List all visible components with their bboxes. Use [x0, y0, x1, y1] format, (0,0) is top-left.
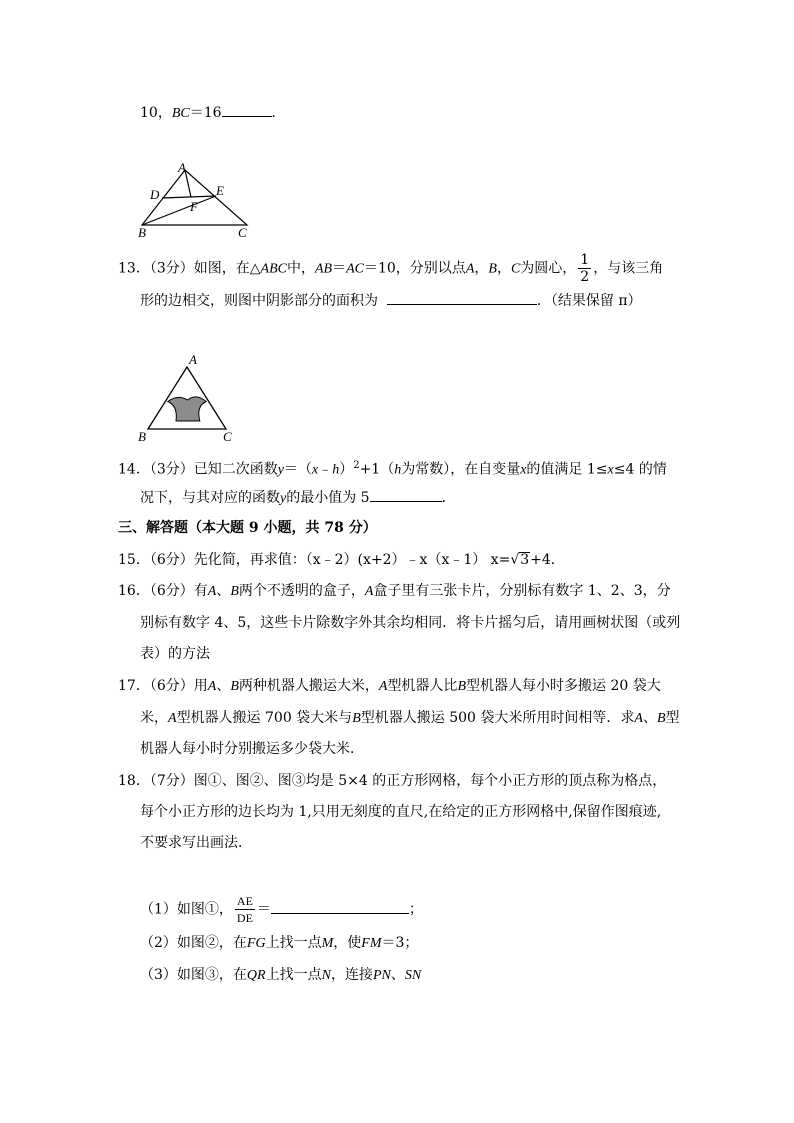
q17-line1 — [118, 677, 661, 696]
shaded-region — [168, 397, 206, 421]
q15-text1: 先化简，再求值：（x﹣2）(x+2）﹣x（x﹣1） x= — [193, 552, 511, 568]
label-a: A — [189, 352, 197, 367]
q17-line1d: 型机器人比 — [387, 678, 458, 694]
q13-line2 — [140, 291, 642, 310]
q12-prefix: 10， — [140, 105, 172, 121]
q13-abc: ABC — [260, 261, 287, 277]
label-e: E — [216, 183, 224, 198]
q17-b3: B — [352, 711, 361, 726]
q15-sqrt: 3 — [520, 552, 530, 568]
q17-a3: A — [168, 711, 177, 726]
q18-sub3-n: N — [321, 968, 331, 983]
q18-line3: 不要求写出画法． — [140, 835, 252, 851]
q18-line1-text: 图①、图②、图③均是 5×4 的正方形网格，每个小正方形的顶点称为格点， — [193, 773, 667, 789]
q18-sub3-c: ，连接 — [330, 967, 373, 983]
q18-sub1-den: DE — [236, 911, 253, 925]
q18-sub2-fg: FG — [246, 936, 266, 951]
q14-x3: x — [607, 462, 614, 478]
q14-line2b: 的最小值为 5 — [286, 490, 370, 506]
q16-line1a: 有 — [193, 583, 208, 599]
q18-number: 18． — [118, 773, 150, 789]
q18-sub2 — [140, 934, 418, 953]
q14-text6: 为常数），在自变量 — [401, 461, 521, 478]
q13-frac-den: 2 — [580, 269, 590, 285]
q12-bc: BC — [171, 106, 190, 121]
q12-tail — [140, 103, 286, 123]
q18-sub2-b: 上找一点 — [265, 935, 322, 951]
label-b: B — [138, 225, 146, 240]
q17-b4: B — [656, 711, 666, 726]
q18-sub2-a: （2）如图②，在 — [140, 935, 247, 951]
segment-de — [162, 196, 216, 198]
q17-line2e: 型 — [665, 710, 680, 726]
q14-text7: 的值满足 1≤ — [526, 461, 608, 478]
q17-b: B — [230, 679, 239, 694]
label-f: F — [190, 199, 198, 214]
q17-score: （6分） — [149, 678, 194, 694]
q13-sep1: ， — [474, 260, 489, 277]
q18-sub1-c: ； — [408, 901, 423, 918]
q16-a2: A — [364, 584, 374, 599]
q17-line1a: 用 — [193, 678, 208, 694]
q14-y2: y — [280, 491, 287, 506]
q18-sub3-b: 上找一点 — [265, 967, 322, 983]
label-c: C — [238, 225, 247, 240]
section3-title: 三、解答题（本大题 9 小题，共 78 分） — [118, 520, 377, 536]
q14-text3: ﹣ — [318, 461, 333, 478]
q12-answer-blank[interactable] — [222, 103, 272, 117]
q18-line2: 每个小正方形的边长均为 1,只用无刻度的直尺,在给定的正方形网格中,保留作图痕迹, — [140, 804, 662, 820]
q18-sub3-pn: PN — [372, 968, 391, 983]
q17-line3: 机器人每小时分别搬运多少袋大米． — [140, 741, 364, 757]
q13-fraction — [578, 252, 591, 285]
q18-sub2-d: ＝3； — [381, 935, 419, 951]
q13-line1 — [118, 252, 663, 285]
q12-figure — [134, 160, 254, 240]
q13-number: 13． — [118, 260, 150, 277]
q17-line2a: 米， — [140, 710, 168, 726]
q15-line1 — [118, 551, 565, 569]
q16-number: 16． — [118, 583, 150, 599]
q12-eq: ＝16 — [189, 105, 222, 121]
q14-x: x — [311, 462, 319, 478]
q14-y: y — [277, 462, 284, 478]
q18-sub3-d: 、 — [390, 967, 405, 983]
q13-text2: 中， — [286, 260, 315, 277]
q16-line2: 别标有数字 4、5，这些卡片除数字外其余均相同．将卡片摇匀后，请用画树状图（或列 — [140, 615, 681, 631]
q18-sub3-a: （3）如图③，在 — [140, 967, 247, 983]
q16-line3: 表）的方法 — [140, 646, 210, 662]
q18-sub2-c: ，使 — [333, 935, 362, 951]
label-d: D — [150, 187, 160, 202]
q14-line2 — [140, 488, 456, 508]
q14-answer-blank[interactable] — [370, 488, 442, 502]
q16-a: A — [207, 584, 217, 599]
q13-sep2: ， — [496, 260, 511, 277]
q17-line2d: 、 — [642, 710, 657, 726]
q18-sub1-b: ＝ — [256, 901, 271, 918]
q14-text1: 已知二次函数 — [193, 461, 278, 478]
q18-sub1-answer-blank[interactable] — [271, 900, 409, 914]
q18-sub1-a: （1）如图①， — [140, 901, 233, 918]
q18-line1 — [118, 772, 666, 790]
q17-line2b: 型机器人搬运 700 袋大米与 — [176, 710, 353, 726]
q14-h2: h — [394, 462, 402, 478]
q14-line1 — [118, 457, 667, 480]
q13-answer-blank[interactable] — [387, 291, 537, 305]
q14-number: 14． — [118, 461, 150, 478]
q14-score: （3分） — [149, 461, 194, 478]
q18-sub2-fm: FM — [361, 936, 382, 951]
q15-number: 15． — [118, 552, 150, 568]
q18-sub1-num: AE — [236, 894, 253, 908]
q18-sub2-m: M — [321, 936, 334, 951]
q17-line2 — [140, 709, 680, 728]
q14-line2a: 况下，与其对应的函数 — [140, 490, 280, 506]
q16-line1c: 两个不透明的盒子， — [238, 583, 365, 599]
q13-ac: AC — [346, 261, 364, 277]
label-c: C — [223, 429, 232, 444]
q13-line2a: 形的边相交，则图中阴影部分的面积为 — [140, 293, 378, 309]
q15-score: （6分） — [149, 552, 194, 568]
q17-a: A — [207, 679, 217, 694]
q17-b2: B — [457, 679, 466, 694]
q16-b: B — [230, 584, 239, 599]
q18-sub1-fraction — [235, 893, 255, 926]
q14-h: h — [332, 462, 340, 478]
q14-sup: 2 — [353, 460, 360, 471]
q18-sub3-sn: SN — [404, 968, 422, 983]
q17-line1c: 两种机器人搬运大米， — [238, 678, 379, 694]
q13-b: B — [488, 261, 497, 277]
q18-sub1 — [140, 893, 423, 926]
q17-number: 17． — [118, 678, 150, 694]
q14-text5: +1（ — [359, 461, 395, 478]
q13-score: （3分） — [149, 260, 194, 277]
q13-text1: 如图，在△ — [193, 260, 261, 277]
sqrt-sign: √ — [510, 552, 520, 568]
q16-score: （6分） — [149, 583, 194, 599]
q16-line1d: 盒子里有三张卡片，分别标有数字 1、2、3，分 — [373, 583, 671, 599]
q14-text2: ＝（ — [283, 461, 312, 478]
q13-frac-num: 1 — [580, 252, 590, 268]
q14-text4: ） — [339, 461, 354, 478]
q18-sub3 — [140, 966, 421, 985]
q12-end: ． — [271, 105, 286, 121]
q15-text2: +4． — [530, 552, 565, 568]
q14-text8: ≤4 的情 — [613, 461, 667, 478]
q14-line2c: ． — [441, 490, 456, 506]
q13-text4: 为圆心， — [520, 260, 577, 277]
q17-a4: A — [634, 711, 643, 726]
q13-text5: ，与该三角 — [593, 260, 664, 277]
q18-sub3-qr: QR — [246, 968, 266, 983]
q13-ab: AB — [314, 261, 333, 277]
label-b: B — [138, 429, 146, 444]
q17-line1b: 、 — [216, 678, 231, 694]
q17-line1e: 型机器人每小时多搬运 20 袋大 — [466, 678, 661, 694]
q16-line1 — [118, 582, 671, 601]
q17-a2: A — [378, 679, 388, 694]
q13-a: A — [465, 261, 475, 277]
q13-figure — [134, 350, 244, 446]
q17-line2c: 型机器人搬运 500 袋大米所用时间相等．求 — [360, 710, 635, 726]
label-a: A — [178, 160, 186, 175]
q16-line1b: 、 — [216, 583, 231, 599]
q18-score: （7分） — [149, 773, 194, 789]
q13-c: C — [510, 261, 521, 277]
q13-line2b: ．（结果保留 π） — [536, 293, 642, 309]
q14-x2: x — [520, 462, 527, 478]
q13-eq1: ＝ — [332, 260, 347, 277]
q13-text3: ＝10，分别以点 — [363, 260, 466, 277]
